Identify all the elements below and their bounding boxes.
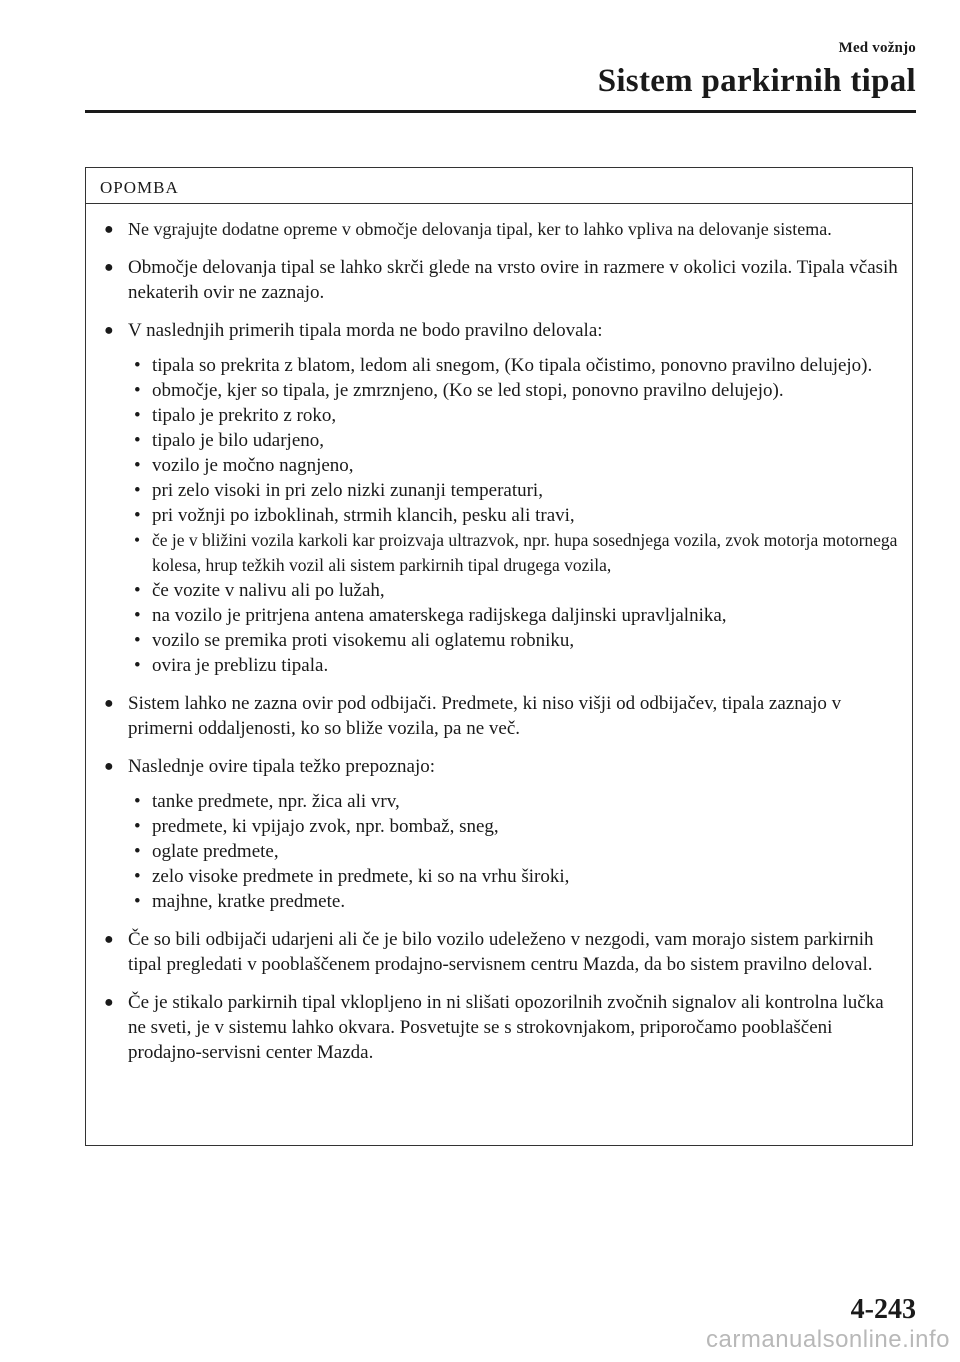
note-item-text: Če so bili odbijači udarjeni ali če je bilo vozilo udeleženo v nezgodi, vam morajo sistem parkirnih tipal pregledati v pooblaščenem prodajno-servisnem centru Mazda, da bo sistem pravilno deloval. — [128, 929, 874, 975]
sub-list-item-text: vozilo je močno nagnjeno, — [152, 455, 354, 476]
bullet-icon: ● — [104, 994, 114, 1011]
bullet-icon: ● — [104, 758, 114, 775]
sub-list-item-text: tanke predmete, npr. žica ali vrv, — [152, 791, 400, 812]
header-rule — [85, 110, 916, 113]
sub-list-item-text: pri zelo visoki in pri zelo nizki zunanji temperaturi, — [152, 480, 543, 501]
note-item-text: Naslednje ovire tipala težko prepoznajo: — [128, 756, 436, 777]
note-item — [100, 754, 898, 914]
sub-bullet-icon: • — [134, 480, 141, 501]
sub-list-item-text: oglate predmete, — [152, 841, 279, 862]
sub-list-item — [128, 578, 898, 603]
sub-bullet-icon: • — [134, 455, 141, 476]
sub-bullet-icon: • — [134, 530, 141, 550]
note-item — [100, 927, 898, 977]
sub-list-item-text: ovira je preblizu tipala. — [152, 655, 329, 676]
sub-list-item — [128, 814, 898, 839]
sub-list-item-text: predmete, ki vpijajo zvok, npr. bombaž, sneg, — [152, 816, 499, 837]
sub-list-item-text: vozilo se premika proti visokemu ali oglatemu robniku, — [152, 630, 575, 651]
note-item — [100, 318, 898, 678]
sub-list-item — [128, 478, 898, 503]
sub-list-item-text: tipalo je prekrito z roko, — [152, 405, 337, 426]
sub-list-item-text: pri vožnji po izboklinah, strmih klancih, pesku ali travi, — [152, 505, 575, 526]
bullet-icon: ● — [104, 259, 114, 276]
sub-list — [128, 353, 898, 678]
bullet-icon: ● — [104, 221, 114, 238]
sub-list-item-text: območje, kjer so tipala, je zmrznjeno, (Ko se led stopi, ponovno pravilno delujejo). — [152, 380, 784, 401]
sub-list-item-text: tipalo je bilo udarjeno, — [152, 430, 325, 451]
sub-bullet-icon: • — [134, 655, 141, 676]
bullet-icon: ● — [104, 695, 114, 712]
sub-bullet-icon: • — [134, 580, 141, 601]
note-item-text: Ne vgrajujte dodatne opreme v območje delovanja tipal, ker to lahko vpliva na delovanje sistema. — [128, 219, 832, 239]
sub-list-item — [128, 603, 898, 628]
sub-list-item-text: če je v bližini vozila karkoli kar proizvaja ultrazvok, npr. hupa sosednjega vozila, zvok motorja motornega kolesa, hrup težkih vozil ali sistem parkirnih tipal drugega vozila, — [152, 530, 898, 575]
sub-bullet-icon: • — [134, 355, 141, 376]
sub-list-item-text: če vozite v nalivu ali po lužah, — [152, 580, 385, 601]
page-title: Sistem parkirnih tipal — [597, 63, 916, 99]
sub-list-item — [128, 453, 898, 478]
note-item-text: Sistem lahko ne zazna ovir pod odbijači. Predmete, ki niso višji od odbijačev, tipala zaznajo v primerni oddaljenosti, ko so bliže vozila, pa ne več. — [128, 693, 842, 739]
note-box — [85, 167, 913, 1146]
sub-list-item — [128, 789, 898, 814]
note-item-text: Območje delovanja tipal se lahko skrči glede na vrsto ovire in razmere v okolici vozila. Tipala včasih nekaterih ovir ne zaznajo. — [128, 257, 898, 303]
note-item-text: V naslednjih primerih tipala morda ne bodo pravilno delovala: — [128, 320, 603, 341]
sub-list-item-text: tipala so prekrita z blatom, ledom ali snegom, (Ko tipala očistimo, ponovno pravilno delujejo). — [152, 355, 873, 376]
note-item — [100, 990, 898, 1065]
sub-list-item — [128, 628, 898, 653]
sub-bullet-icon: • — [134, 816, 141, 837]
sub-list-item — [128, 653, 898, 678]
sub-list-item — [128, 528, 898, 578]
sub-bullet-icon: • — [134, 841, 141, 862]
sub-bullet-icon: • — [134, 630, 141, 651]
sub-bullet-icon: • — [134, 791, 141, 812]
note-item — [100, 217, 898, 242]
sub-bullet-icon: • — [134, 405, 141, 426]
sub-list-item — [128, 503, 898, 528]
note-body — [86, 204, 912, 1065]
sub-bullet-icon: • — [134, 505, 141, 526]
note-item — [100, 255, 898, 305]
sub-list-item — [128, 428, 898, 453]
sub-list-item — [128, 353, 898, 378]
sub-bullet-icon: • — [134, 430, 141, 451]
sub-list-item-text: zelo visoke predmete in predmete, ki so na vrhu široki, — [152, 866, 570, 887]
sub-list-item — [128, 889, 898, 914]
bullet-icon: ● — [104, 931, 114, 948]
watermark: carmanualsonline.info — [706, 1326, 950, 1353]
sub-bullet-icon: • — [134, 605, 141, 626]
section-name: Med vožnjo — [838, 40, 916, 56]
sub-list-item — [128, 839, 898, 864]
note-item-text: Če je stikalo parkirnih tipal vklopljeno in ni slišati opozorilnih zvočnih signalov ali kontrolna lučka ne sveti, je v sistemu lahko okvara. Posvetujte se s strokovnjakom, priporočamo pooblaščeni prodajno-servisni center Mazda. — [128, 992, 884, 1063]
sub-list-item — [128, 403, 898, 428]
bullet-icon: ● — [104, 322, 114, 339]
sub-list-item — [128, 864, 898, 889]
sub-bullet-icon: • — [134, 891, 141, 912]
note-title: OPOMBA — [100, 178, 179, 197]
sub-bullet-icon: • — [134, 380, 141, 401]
sub-list-item-text: na vozilo je pritrjena antena amaterskega radijskega daljinski upravljalnika, — [152, 605, 727, 626]
page-number: 4-243 — [850, 1294, 916, 1325]
sub-list — [128, 789, 898, 914]
page-header — [598, 40, 916, 100]
note-item — [100, 691, 898, 741]
sub-list-item — [128, 378, 898, 403]
sub-bullet-icon: • — [134, 866, 141, 887]
sub-list-item-text: majhne, kratke predmete. — [152, 891, 346, 912]
